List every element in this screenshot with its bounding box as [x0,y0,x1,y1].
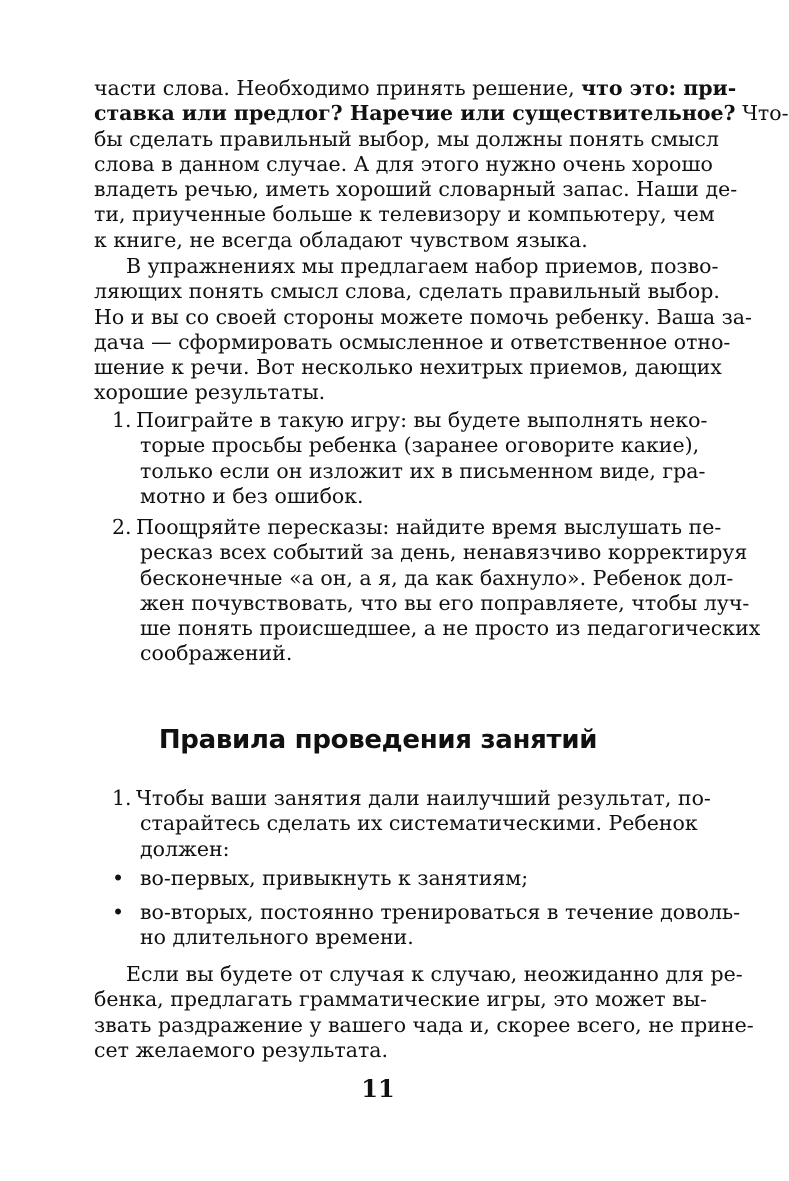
item-number: 1. [112,408,132,432]
text-line [94,786,711,811]
text-line: сет желаемого результата. [94,1037,389,1062]
text-line: только если он изложит их в письменном виде, гра- [140,458,706,483]
text-line: к книге, не всегда обладают чувством языка. [94,227,588,252]
numbered-item-2 [94,515,761,667]
paragraph-exercises [94,254,752,406]
text-line: ресказ всех событий за день, ненавязчиво корректируя [140,540,748,565]
text-span: Поощряйте пересказы: найдите время выслушать пе- [136,515,722,539]
text-line: ше понять происшедшее, а не просто из педагогических [140,616,761,641]
text-line: но длительного времени. [140,925,414,950]
text-line [94,76,737,101]
section-heading: Правила проведения занятий [158,725,598,755]
paragraph-intro [94,76,789,253]
page-number: 11 [361,1074,395,1103]
bullet-item-2 [94,900,741,951]
text-line: хорошие результаты. [94,380,326,405]
text-line: Если вы будете от случая к случаю, неожиданно для ре- [126,962,743,986]
text-line: ляющих понять смысл слова, сделать правильный выбор. [94,279,720,304]
text-line: шение к речи. Вот несколько нехитрых приемов, дающих [94,355,722,380]
rule-item-1 [94,786,711,862]
paragraph-closing [94,962,754,1063]
item-number: 2. [112,515,132,539]
text-line: слова в данном случае. А для этого нужно очень хорошо [94,151,713,176]
text-line: Но и вы со своей стороны можете помочь ребенку. Ваша за- [94,304,752,329]
text-line [94,900,741,925]
text-line: старайтесь сделать их систематическими. Ребенок [140,811,698,836]
bullet-icon: • [112,900,125,924]
text-line: звать раздражение у вашего чада и, скорее всего, не прине- [94,1012,754,1037]
text-line: должен: [140,836,230,861]
text-line [94,866,664,891]
bold-text: ставка или предлог? Наречие или существительное? [94,101,736,126]
text-line: бы сделать правильный выбор, мы должны понять смысл [94,126,719,151]
text-line: торые просьбы ребенка (заранее оговорите какие), [140,433,700,458]
bullet-item-1 [94,866,664,891]
text-line: бесконечные «а он, а я, да как бахнуло». Ребенок дол- [140,565,734,590]
text-span: во-первых, привыкнуть к занятиям; [140,866,529,890]
text-span: Что- [742,101,789,126]
text-line [94,408,708,433]
text-line: владеть речью, иметь хороший словарный запас. Наши де- [94,177,738,202]
text-line: дача — сформировать осмысленное и ответственное отно- [94,329,731,354]
text-line: ти, приученные больше к телевизору и компьютеру, чем [94,202,715,227]
text-line [94,101,789,126]
text-span: Чтобы ваши занятия дали наилучший результат, по- [136,786,711,810]
text-line: жен почувствовать, что вы его поправляете, чтобы луч- [140,590,750,615]
text-line [94,515,722,540]
bold-text: что это: при- [581,76,737,100]
text-span: во-вторых, постоянно тренироваться в течение доволь- [140,900,741,924]
text-line: В упражнениях мы предлагаем набор приемов, позво- [126,254,719,278]
item-number: 1. [112,786,132,810]
text-span: части слова. Необходимо принять решение, [94,76,575,100]
text-line: соображений. [140,641,293,666]
bullet-icon: • [112,866,125,890]
numbered-item-1 [94,408,708,509]
text-span: Поиграйте в такую игру: вы будете выполнять неко- [136,408,708,432]
text-line: мотно и без ошибок. [140,483,364,508]
text-line: бенка, предлагать грамматические игры, это может вы- [94,987,707,1012]
